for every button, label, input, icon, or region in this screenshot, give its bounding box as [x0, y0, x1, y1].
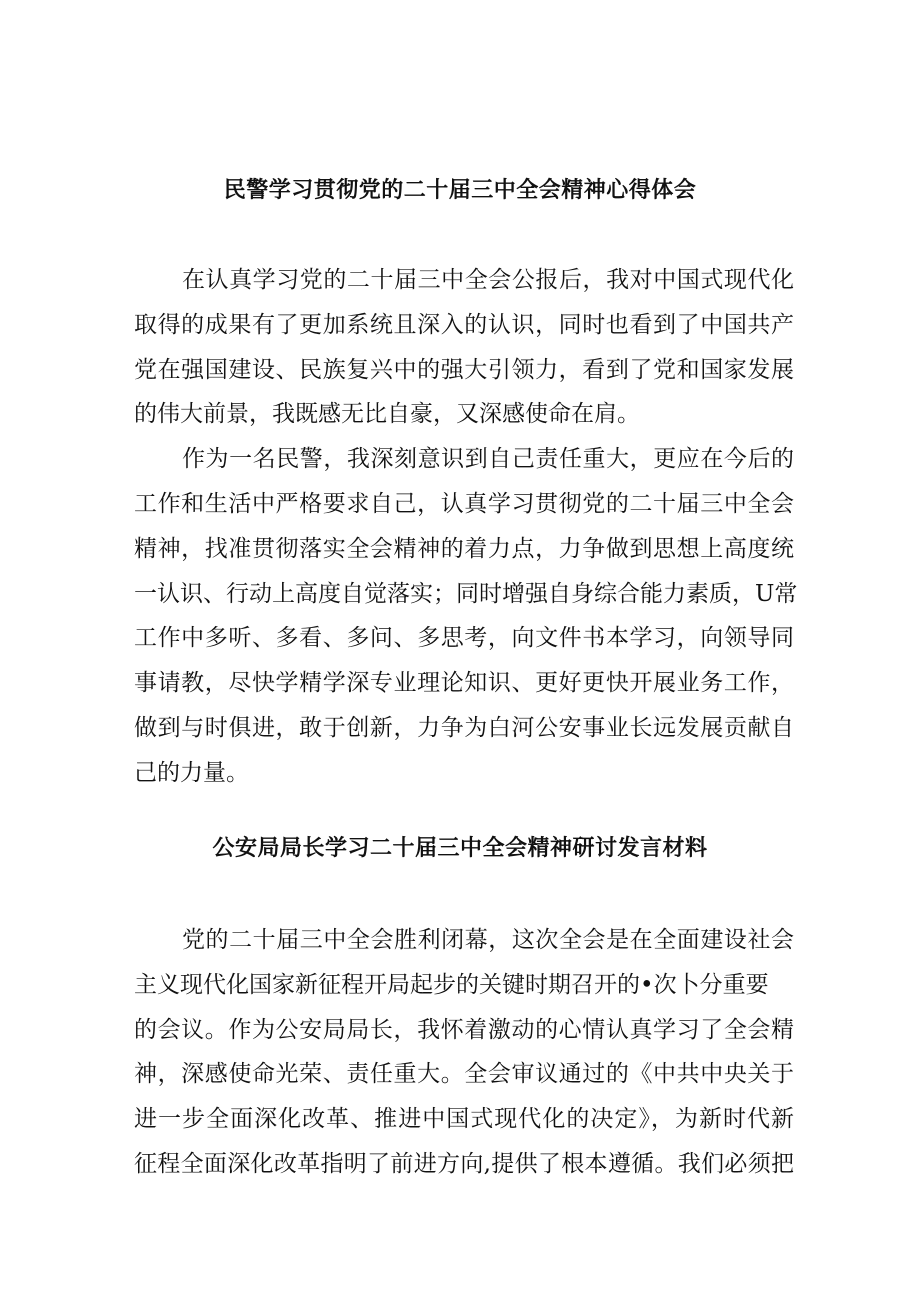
paragraph-line: 在认真学习党的二十届三中全会公报后，我对中国式现代化 [182, 267, 794, 293]
paragraph-line: 的伟大前景，我既感无比自豪，又深感使命在肩。 [134, 401, 640, 428]
paragraph-line: 己的力量。 [134, 759, 249, 786]
paragraph-line: 工作和生活中严格要求自己，认真学习贯彻党的二十届三中全会 [134, 490, 794, 517]
paragraph-line: 精神，找准贯彻落实全会精神的着力点，力争做到思想上高度统 [134, 535, 794, 562]
paragraph-line: 党的二十届三中全会胜利闭幕，这次全会是在全面建设社会 [182, 927, 794, 953]
paragraph-line: 进一步全面深化改革、推进中国式现代化的决定》，为新时代新 [134, 1106, 794, 1133]
paragraph-line: 征程全面深化改革指明了前进方向,提供了根本遵循。我们必须把 [134, 1150, 794, 1177]
paragraph-line: 作为一名民警，我深刻意识到自己责任重大，更应在今后的 [182, 446, 794, 473]
paragraph-line: 党在强国建设、民族复兴中的强大引领力，看到了党和国家发展 [134, 356, 794, 383]
paragraph-line: 做到与时俱进，敢于创新，力争为白河公安事业长远发展贡献自 [134, 714, 794, 741]
paragraph-line: 神，深感使命光荣、责任重大。全会审议通过的《中共中央关于 [134, 1061, 794, 1088]
paragraph-line: 的会议。作为公安局局长，我怀着激动的心情认真学习了全会精 [134, 1016, 794, 1043]
paragraph-line: 取得的成果有了更加系统且深入的认识，同时也看到了中国共产 [134, 311, 794, 338]
section2-body [134, 918, 794, 1187]
paragraph-line: 主义现代化国家新征程开局起步的关键时期召开的•次卜分重要 [134, 971, 769, 998]
paragraph-line: 工作中多听、多看、多问、多思考，向文件书本学习，向领导同 [134, 625, 794, 652]
paragraph-line: 一认识、行动上高度自觉落实；同时增强自身综合能力素质，U常 [134, 580, 798, 607]
section1-title: 民警学习贯彻党的二十届三中全会精神心得体会 [223, 178, 697, 203]
paragraph-line: 事请教，尽快学精学深专业理论知识、更好更快开展业务工作， [134, 670, 794, 697]
section1-body [134, 258, 798, 796]
section2-title: 公安局局长学习二十届三中全会精神研讨发言材料 [212, 836, 708, 861]
